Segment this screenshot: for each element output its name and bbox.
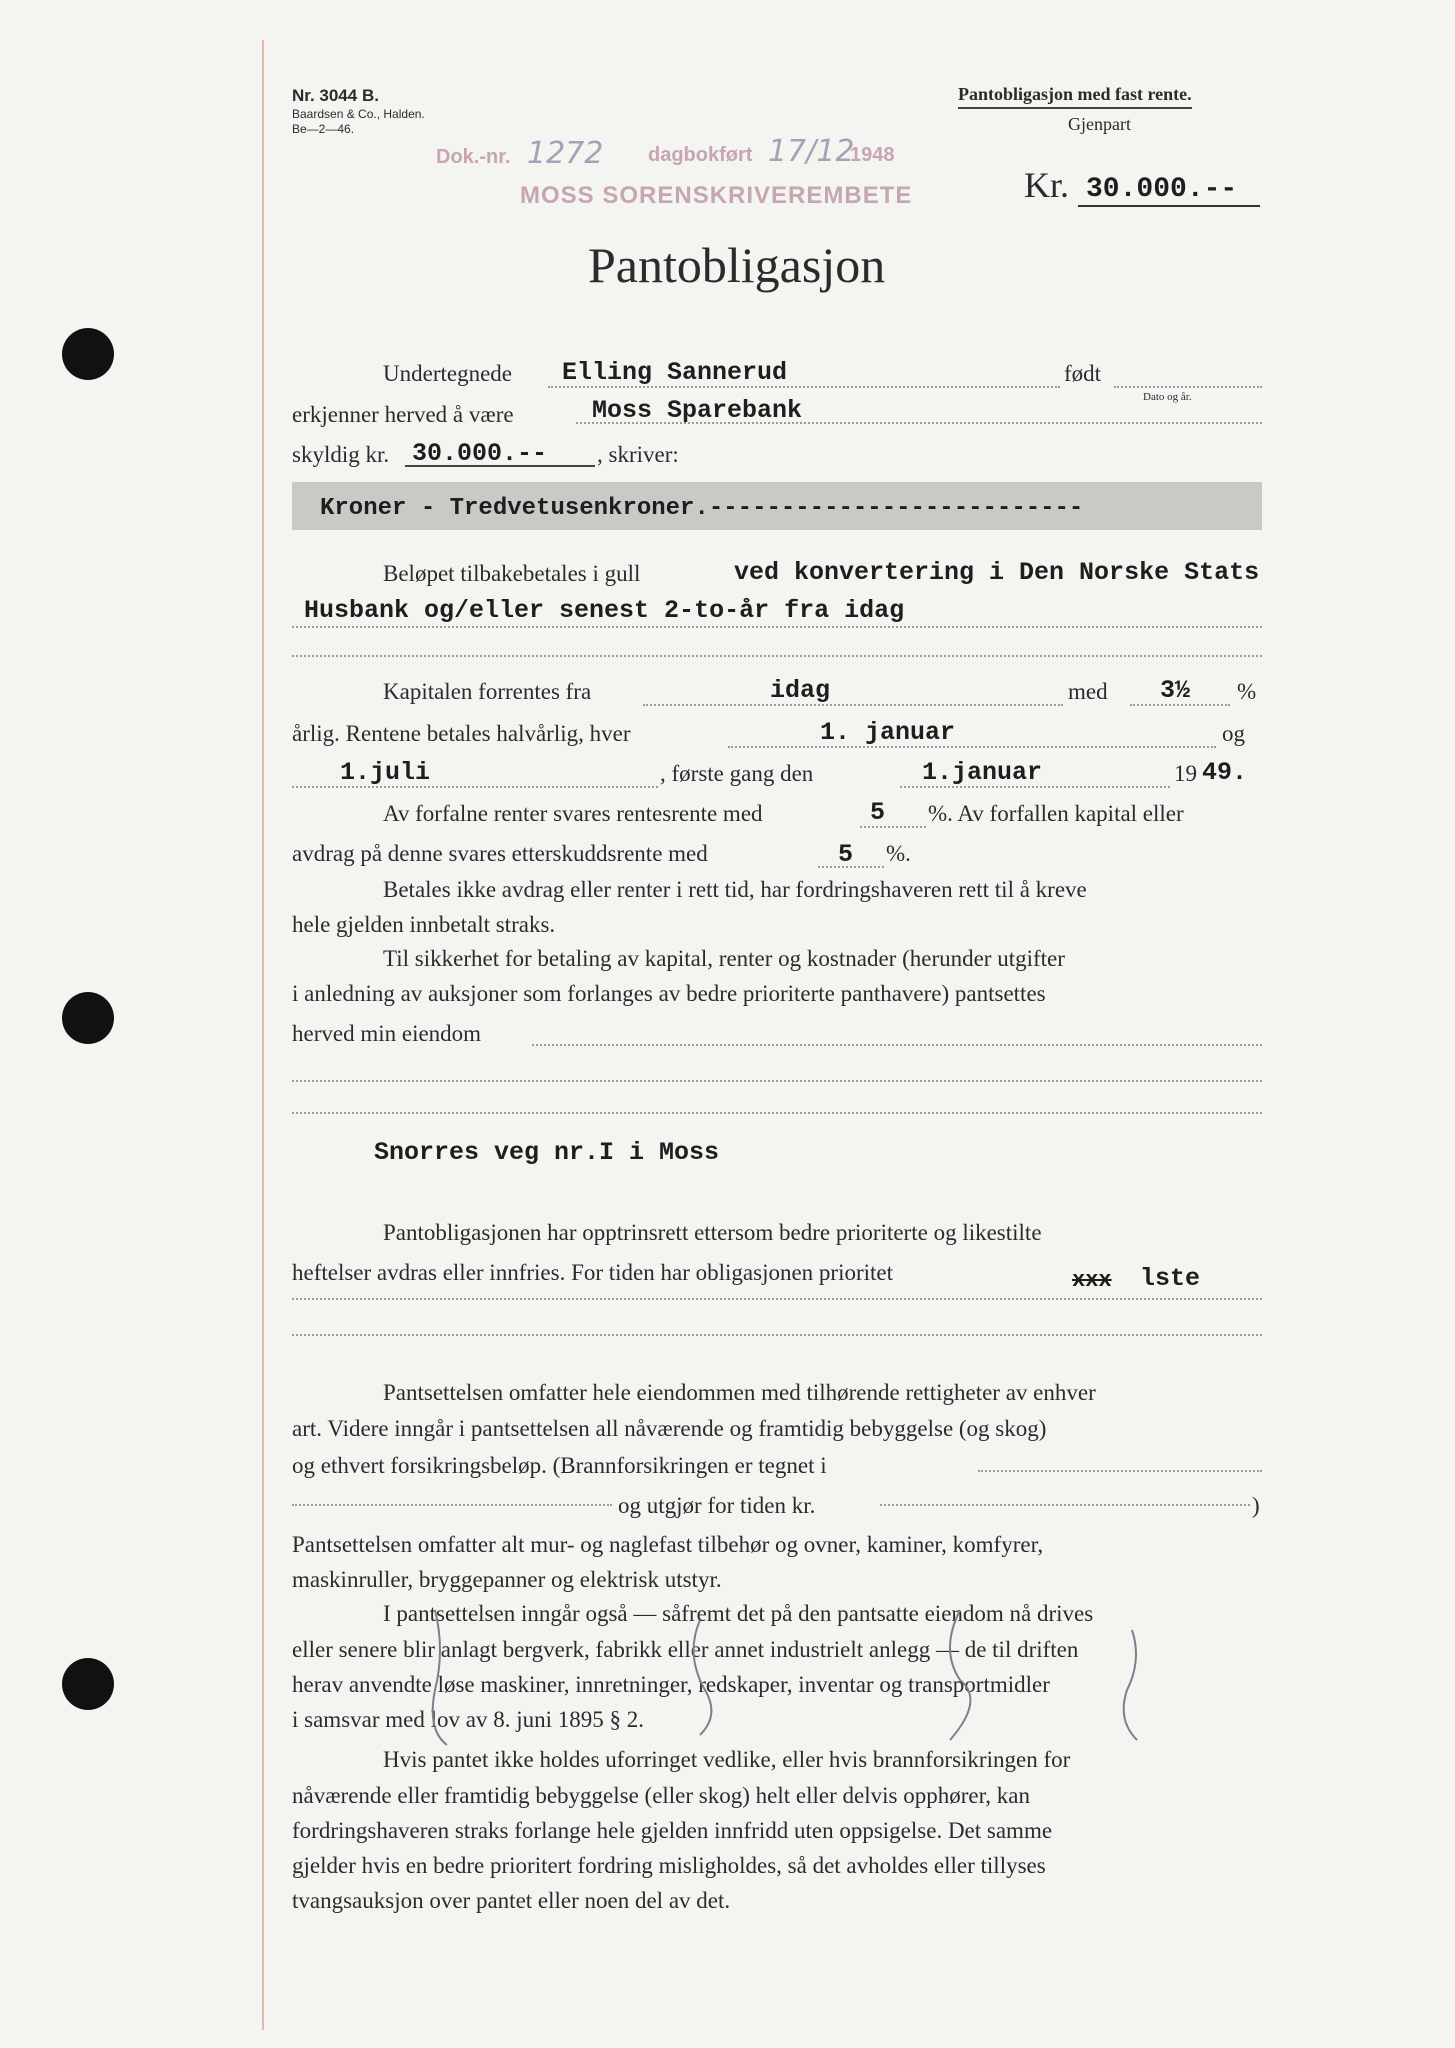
amount-label: Kr. — [1024, 165, 1069, 205]
insurance-amount-line — [292, 1504, 612, 1506]
text-p3a: Pantobligasjonen har opptrinsrett ettersom bedre prioriterte og likestilte — [383, 1220, 1042, 1245]
avdrag-rate: 5 — [838, 840, 854, 869]
pencil-mark — [950, 1610, 970, 1740]
med-label: med — [1068, 679, 1108, 704]
text-p1b: hele gjelden innbetalt straks. — [292, 912, 556, 937]
repayment-blank-line — [292, 655, 1262, 657]
repayment-line1: ved konvertering i Den Norske Stats — [734, 558, 1260, 587]
pencil-mark — [694, 1620, 712, 1735]
renter-post: %. Av forfallen kapital eller — [928, 801, 1184, 826]
percent-sign: % — [1237, 679, 1257, 704]
text-p2c: herved min eiendom — [292, 1021, 482, 1046]
arlig-label: årlig. Rentene betales halvårlig, hver — [292, 721, 631, 746]
form-number: Nr. 3044 B. — [292, 86, 379, 105]
dagbok-label: dagbokført — [648, 144, 753, 166]
text-p4b: art. Videre inngår i pantsettelsen all nåværende og framtidig bebyggelse (og skog) — [292, 1416, 1047, 1441]
date1-line — [728, 746, 1216, 748]
text-p7c: fordringshaveren straks forlange hele gjelden innfridd uten oppsigelse. Det samme — [292, 1818, 1053, 1843]
sum-value: 30.000.-- — [412, 439, 548, 468]
from-line — [643, 704, 1063, 706]
forrentes-label: Kapitalen forrentes fra — [383, 679, 592, 704]
skyldig-label: skyldig kr. — [292, 442, 390, 467]
margin-line — [262, 40, 264, 2030]
avdrag-post: %. — [886, 841, 911, 866]
text-p6a: I pantsettelsen inngår også — såfremt det på den pantsatte eiendom nå drives — [383, 1601, 1094, 1626]
struck-text: xxx — [1072, 1268, 1112, 1293]
repayment-line — [292, 626, 1262, 628]
renter-pre: Av forfalne renter svares rentesrente med — [383, 801, 763, 826]
dok-number: 1272 — [527, 136, 604, 171]
text-p6b: eller senere blir anlagt bergverk, fabrikk eller annet industrielt anlegg — de til driften — [292, 1637, 1079, 1662]
property-line — [292, 1080, 1262, 1082]
text-p4a: Pantsettelsen omfatter hele eiendommen med tilhørende rettigheter av enhver — [383, 1380, 1096, 1405]
insurance-line — [978, 1470, 1262, 1472]
fodt-label: født — [1064, 361, 1102, 386]
text-p6c: herav anvendte løse maskiner, innretninger, redskaper, inventar og transportmidler — [292, 1672, 1050, 1697]
forste-label: , første gang den — [660, 761, 814, 786]
first-date: 1.januar — [922, 758, 1043, 787]
copy-label: Gjenpart — [1068, 114, 1131, 134]
stamp-office: MOSS SORENSKRIVEREMBETE — [520, 182, 913, 209]
amount-words: Kroner - Tredvetusenkroner.-------------------------- — [320, 495, 1084, 522]
print-code: Be—2—46. — [292, 122, 355, 136]
text-p6d: i samsvar med lov av 8. juni 1895 § 2. — [292, 1707, 644, 1732]
dato-label: Dato og år. — [1143, 391, 1192, 403]
pencil-marks — [420, 1600, 1220, 1750]
avdrag-rate-line — [818, 866, 884, 868]
text-p4d-end: ) — [1252, 1493, 1260, 1518]
pencil-mark — [1124, 1630, 1137, 1740]
form-type: Pantobligasjon med fast rente. — [958, 84, 1192, 109]
stamp-date: 17/12 — [768, 134, 855, 169]
creditor-line — [576, 422, 1262, 424]
payment-date1: 1. januar — [820, 718, 956, 747]
insurance-amount-line — [880, 1504, 1250, 1506]
pencil-mark — [433, 1610, 447, 1745]
undertegnede-label: Undertegnede — [383, 361, 512, 386]
punch-hole — [62, 328, 114, 380]
printer-name: Baardsen & Co., Halden. — [292, 107, 425, 121]
birth-line — [1114, 386, 1262, 388]
date2-line — [292, 786, 658, 788]
debtor-name: Elling Sannerud — [562, 358, 788, 387]
text-p7e: tvangsauksjon over pantet eller noen del av det. — [292, 1888, 731, 1913]
year-suffix: 49. — [1202, 758, 1248, 787]
avdrag-pre: avdrag på denne svares etterskuddsrente med — [292, 841, 708, 866]
property-line — [292, 1112, 1262, 1114]
amount-underline — [1078, 205, 1260, 207]
repayment-line2: Husbank og/eller senest 2-to-år fra idag — [304, 596, 905, 625]
renter-rate: 5 — [870, 798, 886, 827]
text-p4d: og utgjør for tiden kr. — [618, 1493, 816, 1518]
interest-from: idag — [770, 676, 831, 705]
repayment-label: Beløpet tilbakebetales i gull — [383, 561, 641, 586]
priority-line — [292, 1298, 1262, 1300]
text-p2a: Til sikkerhet for betaling av kapital, renter og kostnader (herunder utgifter — [383, 946, 1065, 971]
text-p3b: heftelser avdras eller innfries. For tiden har obligasjonen prioritet — [292, 1260, 893, 1285]
dok-label: Dok.-nr. — [436, 146, 511, 168]
text-p7d: gjelder hvis en bedre prioritert fordring misligholdes, så det avholdes eller tillyses — [292, 1853, 1046, 1878]
text-p5b: maskinruller, bryggepanner og elektrisk utstyr. — [292, 1567, 722, 1592]
priority-value: lste — [1140, 1264, 1201, 1293]
punch-hole — [62, 992, 114, 1044]
property-address: Snorres veg nr.I i Moss — [374, 1138, 720, 1167]
name-line — [548, 386, 1060, 388]
sum-line — [405, 465, 595, 467]
rate-line — [1130, 704, 1230, 706]
text-p7a: Hvis pantet ikke holdes uforringet vedlike, eller hvis brannforsikringen for — [383, 1747, 1071, 1772]
og-label: og — [1222, 721, 1245, 746]
amount-value: 30.000.-- — [1086, 174, 1238, 205]
renter-rate-line — [860, 826, 926, 828]
stamp-year: 1948 — [850, 144, 895, 166]
year-prefix: 19 — [1174, 761, 1197, 786]
erkjenner-label: erkjenner herved å være — [292, 402, 514, 427]
interest-rate: 3½ — [1160, 676, 1191, 705]
text-p7b: nåværende eller framtidig bebyggelse (eller skog) helt eller delvis opphører, kan — [292, 1783, 1031, 1808]
text-p1a: Betales ikke avdrag eller renter i rett tid, har fordringshaveren rett til å kreve — [383, 877, 1087, 902]
punch-hole — [62, 1658, 114, 1710]
payment-date2: 1.juli — [340, 758, 431, 787]
text-p4c: og ethvert forsikringsbeløp. (Brannforsikringen er tegnet i — [292, 1453, 827, 1478]
first-date-line — [900, 786, 1170, 788]
priority-line — [292, 1334, 1262, 1336]
text-p5a: Pantsettelsen omfatter alt mur- og naglefast tilbehør og ovner, kaminer, komfyrer, — [292, 1532, 1044, 1557]
property-line — [532, 1044, 1262, 1046]
skriver-label: , skriver: — [597, 442, 679, 467]
text-p2b: i anledning av auksjoner som forlanges av bedre prioriterte panthavere) pantsettes — [292, 981, 1046, 1006]
creditor-name: Moss Sparebank — [592, 396, 803, 425]
document-title: Pantobligasjon — [588, 237, 886, 293]
